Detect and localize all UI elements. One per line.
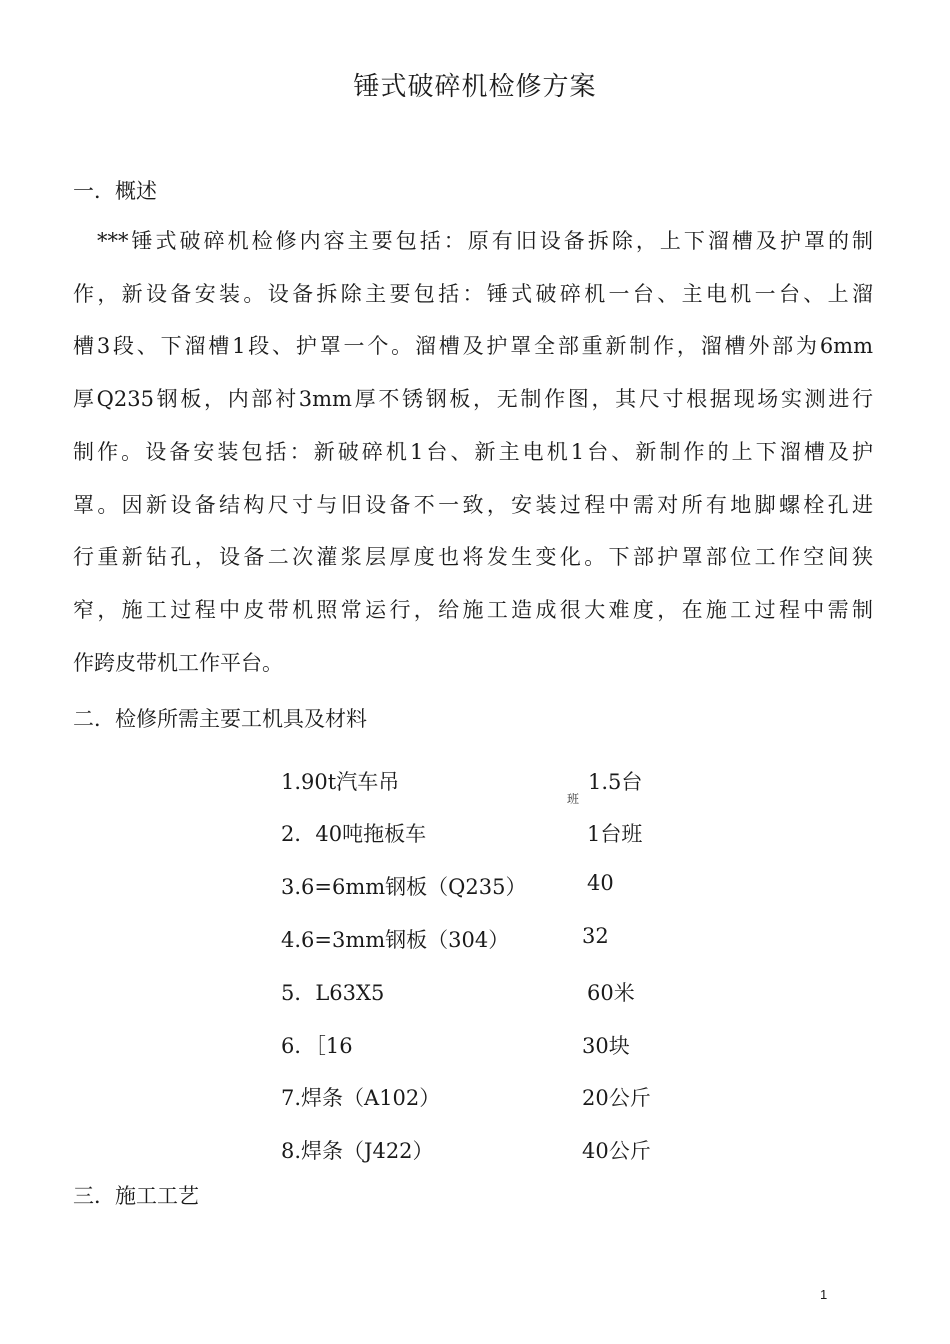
overview-line: 厚Q235钢板，内部衬3mm厚不锈钢板，无制作图，其尺寸根据现场实测进行 <box>73 387 873 412</box>
overview-line: ***锤式破碎机检修内容主要包括：原有旧设备拆除，上下溜槽及护罩的制 <box>97 229 873 253</box>
material-name: 2．40吨拖板车 <box>281 822 427 846</box>
material-quantity: 1台班 <box>587 822 643 846</box>
material-quantity: 30块 <box>582 1034 630 1058</box>
overview-line: 行重新钻孔，设备二次灌浆层厚度也将发生变化。下部护罩部位工作空间狭 <box>73 545 873 570</box>
overview-line: 作跨皮带机工作平台。 <box>73 650 283 675</box>
overview-line: 作，新设备安装。设备拆除主要包括：锤式破碎机一台、主电机一台、上溜 <box>73 281 873 306</box>
material-name: 6．［16 <box>281 1034 353 1058</box>
material-quantity: 60米 <box>587 981 635 1005</box>
section-3-heading: 三．施工工艺 <box>73 1184 199 1208</box>
material-name: 4.6=3mm钢板（304） <box>281 928 510 952</box>
material-quantity: 32 <box>582 924 609 948</box>
material-name: 5．L63X5 <box>281 981 385 1005</box>
overflow-fragment: 班 <box>567 792 580 806</box>
material-quantity: 40 <box>587 871 614 895</box>
material-quantity: 20公斤 <box>582 1086 651 1110</box>
overview-line: 制作。设备安装包括：新破碎机1台、新主电机1台、新制作的上下溜槽及护 <box>73 439 873 464</box>
section-1-heading: 一．概述 <box>73 179 157 203</box>
material-quantity: 40公斤 <box>582 1139 651 1163</box>
material-name: 1.90t汽车吊 <box>281 770 400 794</box>
section-2-heading: 二．检修所需主要工机具及材料 <box>73 707 367 731</box>
page-number: 1 <box>820 1287 828 1302</box>
material-name: 7.焊条（A102） <box>281 1086 441 1110</box>
document-title: 锤式破碎机检修方案 <box>353 72 597 102</box>
overview-paragraph <box>73 215 873 689</box>
overview-line: 窄，施工过程中皮带机照常运行，给施工造成很大难度，在施工过程中需制 <box>73 597 873 622</box>
material-name: 3.6=6mm钢板（Q235） <box>281 875 527 899</box>
material-name: 8.焊条（J422） <box>281 1139 434 1163</box>
overview-line: 罩。因新设备结构尺寸与旧设备不一致，安装过程中需对所有地脚螺栓孔进 <box>73 492 873 517</box>
overview-line: 槽3段、下溜槽1段、护罩一个。溜槽及护罩全部重新制作，溜槽外部为6mm <box>73 334 873 359</box>
material-quantity: 1.5台 <box>588 770 643 794</box>
